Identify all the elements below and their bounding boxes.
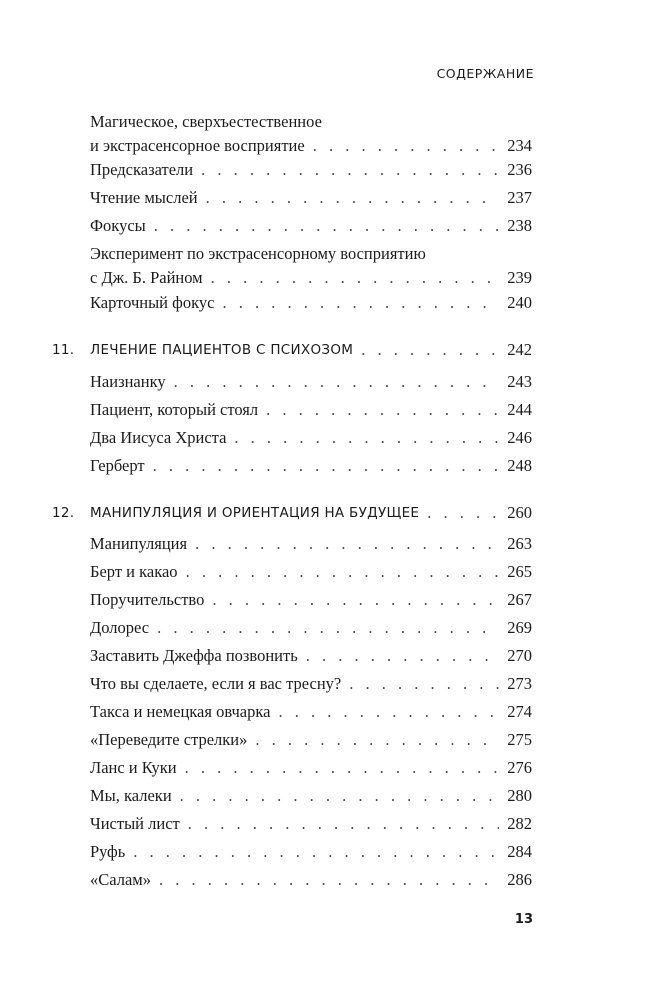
dot-leader <box>154 214 500 238</box>
toc-entry-page: 269 <box>507 618 532 637</box>
toc-entry-page: 267 <box>507 590 532 609</box>
toc-entry-page: 274 <box>507 702 532 721</box>
dot-leader <box>159 868 499 892</box>
toc-entry-title: Карточный фокус <box>90 293 215 312</box>
toc-entry-title: Руфь <box>90 842 126 861</box>
dot-leader <box>206 186 500 210</box>
toc-entry-page: 238 <box>507 216 532 235</box>
toc-entry-page: 282 <box>507 814 532 833</box>
toc-entry-page: 263 <box>507 534 532 553</box>
dot-leader <box>211 266 500 290</box>
toc-entry[interactable] <box>90 454 532 478</box>
toc-entry[interactable] <box>90 728 532 752</box>
chapter-number: 11. <box>52 342 75 358</box>
dot-leader <box>185 756 500 780</box>
dot-leader <box>180 784 500 808</box>
toc-entry[interactable] <box>90 840 532 864</box>
chapter-title: МАНИПУЛЯЦИЯ И ОРИЕНТАЦИЯ НА БУДУЩЕЕ <box>90 505 420 521</box>
toc-entry-title: Пациент, который стоял <box>90 400 259 419</box>
toc-entry[interactable] <box>90 868 532 892</box>
toc-entry-page: 286 <box>507 870 532 889</box>
toc-entry[interactable] <box>90 158 532 182</box>
dot-leader <box>195 532 499 556</box>
dot-leader <box>306 644 500 668</box>
toc-entry-title: Магическое, сверхъестественное <box>90 112 322 131</box>
page-number: 13 <box>514 912 533 927</box>
toc-entry-title: «Переведите стрелки» <box>90 730 248 749</box>
dot-leader <box>186 560 500 584</box>
toc-entry[interactable] <box>90 784 532 808</box>
toc-entry-page: 237 <box>507 188 532 207</box>
toc-entry[interactable] <box>90 291 532 315</box>
toc-entry-title: Чистый лист <box>90 814 180 833</box>
toc-entry-page: 234 <box>507 136 532 155</box>
toc-entry[interactable] <box>90 532 532 556</box>
toc-entry-title: Такса и немецкая овчарка <box>90 702 271 721</box>
toc-entry-page: 280 <box>507 786 532 805</box>
toc-entry-page: 275 <box>507 730 532 749</box>
dot-leader <box>133 840 499 864</box>
toc-entry-page: 248 <box>507 456 532 475</box>
dot-leader <box>174 370 500 394</box>
toc-entry-title: Что вы сделаете, если я вас тресну? <box>90 674 342 693</box>
toc-entry-page: 236 <box>507 160 532 179</box>
toc-entry[interactable] <box>90 812 532 836</box>
toc-entry[interactable] <box>90 370 532 394</box>
toc-entry-title: Мы, калеки <box>90 786 172 805</box>
toc-entry-page: 246 <box>507 428 532 447</box>
dot-leader <box>153 454 500 478</box>
dot-leader <box>222 291 499 315</box>
toc-entry-title: «Салам» <box>90 870 151 889</box>
chapter-title: ЛЕЧЕНИЕ ПАЦИЕНТОВ С ПСИХОЗОМ <box>90 342 354 358</box>
chapter-page: 260 <box>507 503 532 522</box>
toc-entry-page: 284 <box>507 842 532 861</box>
chapter-heading <box>52 501 419 525</box>
dot-leader <box>361 338 499 362</box>
toc-entry-title: Эксперимент по экстрасенсорному восприятию <box>90 244 426 263</box>
chapter-page: 242 <box>507 340 532 359</box>
dot-leader <box>266 398 499 422</box>
toc-entry[interactable] <box>90 560 532 584</box>
toc-entry-page: 244 <box>507 400 532 419</box>
toc-entry[interactable] <box>90 756 532 780</box>
toc-entry[interactable] <box>90 214 532 238</box>
toc-entry-title-continued: и экстрасенсорное восприятие <box>90 136 305 155</box>
toc-entry-page: 273 <box>507 674 532 693</box>
toc-chapter-11[interactable] <box>52 338 532 362</box>
toc-entry-title: Долорес <box>90 618 150 637</box>
toc-entry[interactable] <box>90 588 532 612</box>
toc-entry[interactable] <box>90 426 532 450</box>
toc-entry-title: Герберт <box>90 456 145 475</box>
toc-entry[interactable] <box>90 398 532 422</box>
dot-leader <box>427 501 499 525</box>
toc-entry-title: Заставить Джеффа позвонить <box>90 646 298 665</box>
toc-entry[interactable] <box>90 616 532 640</box>
toc-entry-title: Манипуляция <box>90 534 188 553</box>
dot-leader <box>201 158 499 182</box>
toc-entry-page: 243 <box>507 372 532 391</box>
dot-leader <box>349 672 499 696</box>
dot-leader <box>212 588 499 612</box>
dot-leader <box>234 426 499 450</box>
toc-entry[interactable] <box>90 242 532 290</box>
toc-entry-title: Ланс и Куки <box>90 758 177 777</box>
toc-entry-page: 240 <box>507 293 532 312</box>
dot-leader <box>278 700 499 724</box>
dot-leader <box>188 812 500 836</box>
chapter-number: 12. <box>52 505 75 521</box>
toc-entry-page: 239 <box>507 268 532 287</box>
dot-leader <box>313 134 500 158</box>
chapter-heading <box>52 338 353 362</box>
toc-entry-page: 265 <box>507 562 532 581</box>
toc-entry-page: 276 <box>507 758 532 777</box>
toc-entry-title: Предсказатели <box>90 160 194 179</box>
toc-entry-title: Фокусы <box>90 216 146 235</box>
toc-entry-title: Чтение мыслей <box>90 188 198 207</box>
toc-entry[interactable] <box>90 186 532 210</box>
toc-entry-title-continued: с Дж. Б. Райном <box>90 268 203 287</box>
dot-leader <box>157 616 499 640</box>
toc-entry-title: Поручительство <box>90 590 205 609</box>
toc-entry-title: Наизнанку <box>90 372 166 391</box>
running-head: СОДЕРЖАНИЕ <box>436 66 534 81</box>
toc-entry[interactable] <box>90 672 532 696</box>
toc-entry[interactable] <box>90 110 532 158</box>
dot-leader <box>255 728 499 752</box>
toc-entry[interactable] <box>90 700 532 724</box>
toc-entry-title: Два Иисуса Христа <box>90 428 227 447</box>
toc-entry-title: Берт и какао <box>90 562 178 581</box>
toc-entry[interactable] <box>90 644 532 668</box>
toc-entry-page: 270 <box>507 646 532 665</box>
toc-chapter-12[interactable] <box>52 501 532 525</box>
